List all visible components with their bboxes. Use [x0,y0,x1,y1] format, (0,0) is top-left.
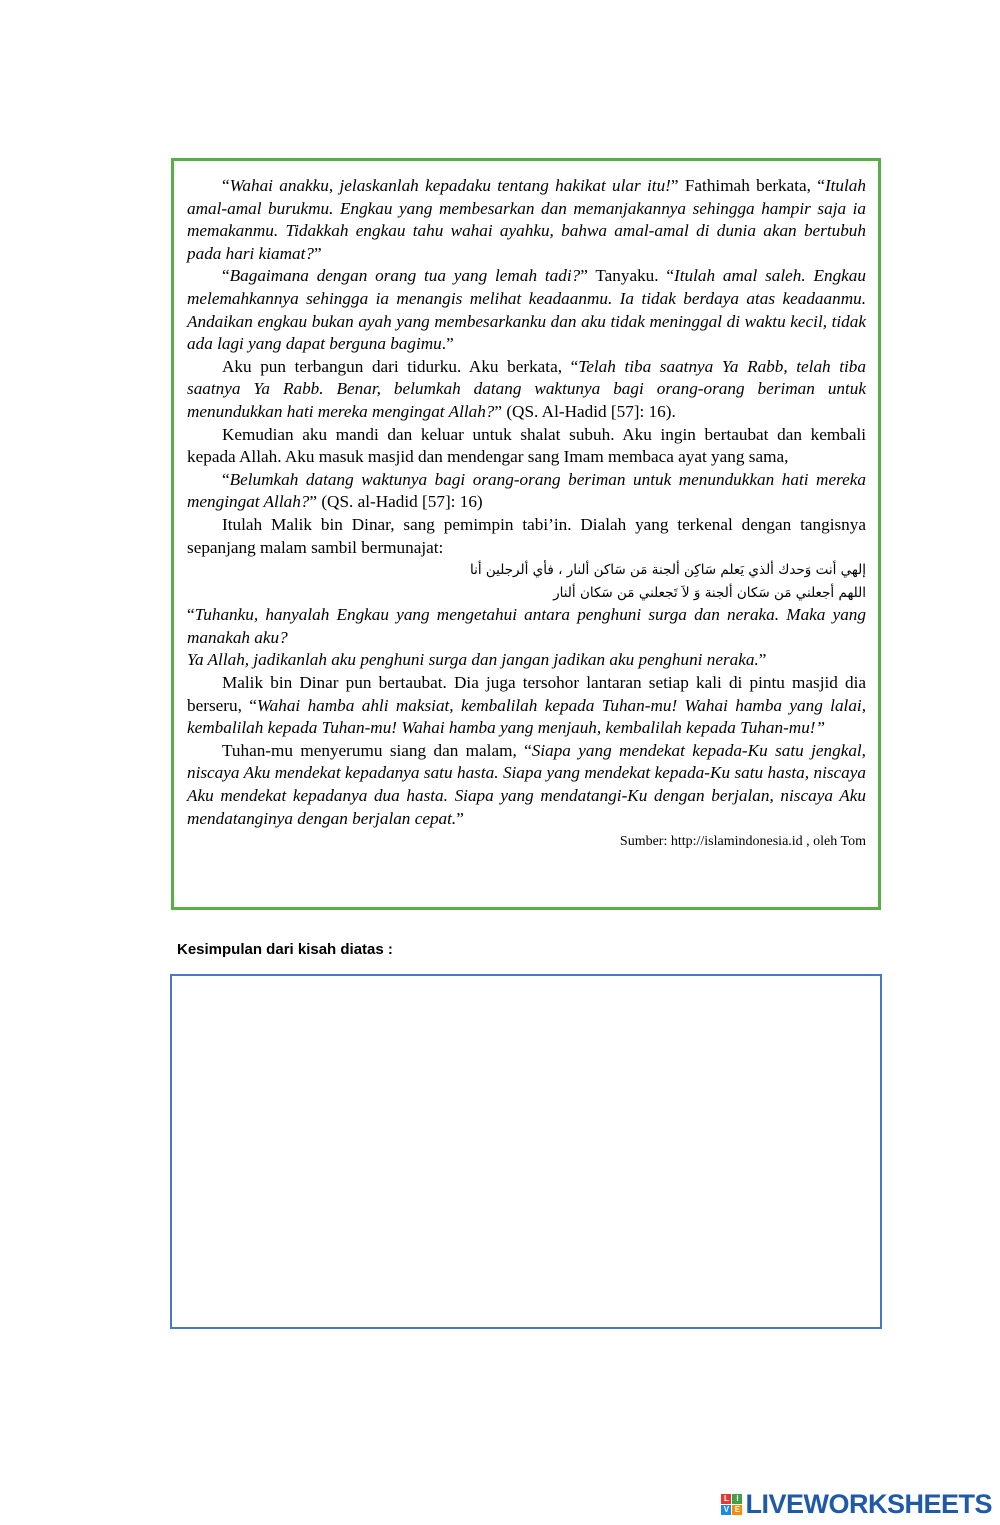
italic-quote: Telah tiba saatnya Ya Rabb, telah tiba saatnya Ya Rabb. Benar, belumkah datang waktunya bagi orang-orang beriman untuk menundukkan hati mereka mengingat Allah? [187,356,866,421]
story-box [171,158,881,910]
logo-grid-cell: L [721,1494,731,1504]
italic-quote: Wahai anakku, jelaskanlah kepadaku tentang hakikat ular itu! [229,176,671,195]
text: “ [187,605,195,625]
paragraph-6: Itulah Malik bin Dinar, sang pemimpin tabi’in. Dialah yang terkenal dengan tangisnya sepanjang malam sambil bermunajat: [187,514,866,557]
paragraph-3 [187,356,866,424]
paragraph-5 [187,469,866,514]
source-citation: Sumber: http://islamindonesia.id , oleh Tom [619,834,866,850]
logo-grid-cell: I [732,1494,742,1504]
italic-quote: Ya Allah, jadikanlah aku penghuni surga dan jangan jadikan aku penghuni neraka. [187,650,759,670]
text: Aku pun terbangun dari tidurku. Aku berkata, “ [222,356,579,376]
arabic-prayer-line-1: إلهي أنت وَحدك ألذي يَعلم سَاكِن ألجنة مَن سَاكن ألنار ، فأي ألرجلين أنا [469,562,866,579]
italic-quote: Tuhanku, hanyalah Engkau yang mengetahui antara penghuni surga dan neraka. Maka yang manakah aku? [187,605,866,647]
arabic-prayer-line-2: اللهم أجعلني مَن سَكان ألجنة وَ لاَ تَجعلني مَن سَكان ألنار [553,584,866,601]
text: “ [222,176,230,195]
text: ” (QS. Al-Hadid [57]: 16). [494,401,676,421]
paragraph-2 [187,265,866,355]
text: ” [314,243,322,263]
text: ” [456,808,464,828]
logo-text: LIVEWORKSHEETS [745,1489,992,1519]
italic-quote: Bagaimana dengan orang tua yang lemah tadi? [229,266,581,286]
italic-quote: Siapa yang mendekat kepada-Ku satu jengkal, niscaya Aku mendekat kepadanya satu hasta. Siapa yang mendekat kepada-Ku satu hasta, niscaya Aku mendekat kepadanya dua hasta. Siapa yang mendatangi-Ku dengan berjalan, niscaya Aku mendatanginya dengan berjalan cepat. [187,740,866,828]
logo-grid-cell: E [732,1505,742,1515]
conclusion-answer-box[interactable] [170,974,882,1329]
text: .” [441,334,454,354]
text: ” (QS. al-Hadid [57]: 16) [309,492,483,512]
conclusion-input[interactable] [172,976,880,1327]
conclusion-label: Kesimpulan dari kisah diatas : [177,941,393,958]
text: Tuhan-mu menyerumu siang dan malam, “ [222,740,532,760]
text: “ [222,266,230,286]
paragraph-4: Kemudian aku mandi dan keluar untuk shalat subuh. Aku ingin bertaubat dan kembali kepada Allah. Aku masuk masjid dan mendengar sang Imam membaca ayat yang sama, [187,424,866,467]
italic-quote: Wahai hamba ahli maksiat, kembalilah kepada Tuhan-mu! Wahai hamba yang lalai, kembalilah kepada Tuhan-mu! Wahai hamba yang menjauh, kembalilah kepada Tuhan-mu!” [187,695,866,738]
liveworksheets-logo [721,1489,992,1520]
paragraph-9 [187,672,866,740]
logo-grid-cell: V [721,1505,731,1515]
paragraph-10 [187,740,866,830]
logo-grid-icon [721,1494,742,1515]
text: “ [222,469,230,489]
italic-quote: Itulah amal saleh. Engkau melemahkannya sehingga ia menangis melihat keadaanmu. Ia tidak berdaya atas keadaanmu. Andaikan engkau bukan ayah yang membesarkanku dan aku tidak meninggal di waktu kecil, tidak ada lagi yang dapat berguna bagimu [187,266,866,354]
text: ” Fathimah berkata, “ [670,176,825,195]
italic-quote: Itulah amal-amal burukmu. Engkau yang membesarkan dan memanjakannya sehingga hampir saja ia memakanmu. Tidakkah engkau tahu wahai ayahku, bahwa amal-amal di dunia akan bertubuh pada hari kiamat? [187,176,866,263]
italic-quote: Belumkah datang waktunya bagi orang-orang beriman untuk menundukkan hati mereka mengingat Allah? [187,469,866,512]
paragraph-1 [187,175,866,265]
text: Malik bin Dinar pun bertaubat. Dia juga tersohor lantaran setiap kali di pintu masjid dia berseru, “ [187,673,866,715]
paragraph-8 [187,649,866,672]
text: ” [758,650,767,670]
text: ” Tanyaku. “ [580,266,675,286]
paragraph-7 [187,604,866,649]
story-text [187,175,866,852]
